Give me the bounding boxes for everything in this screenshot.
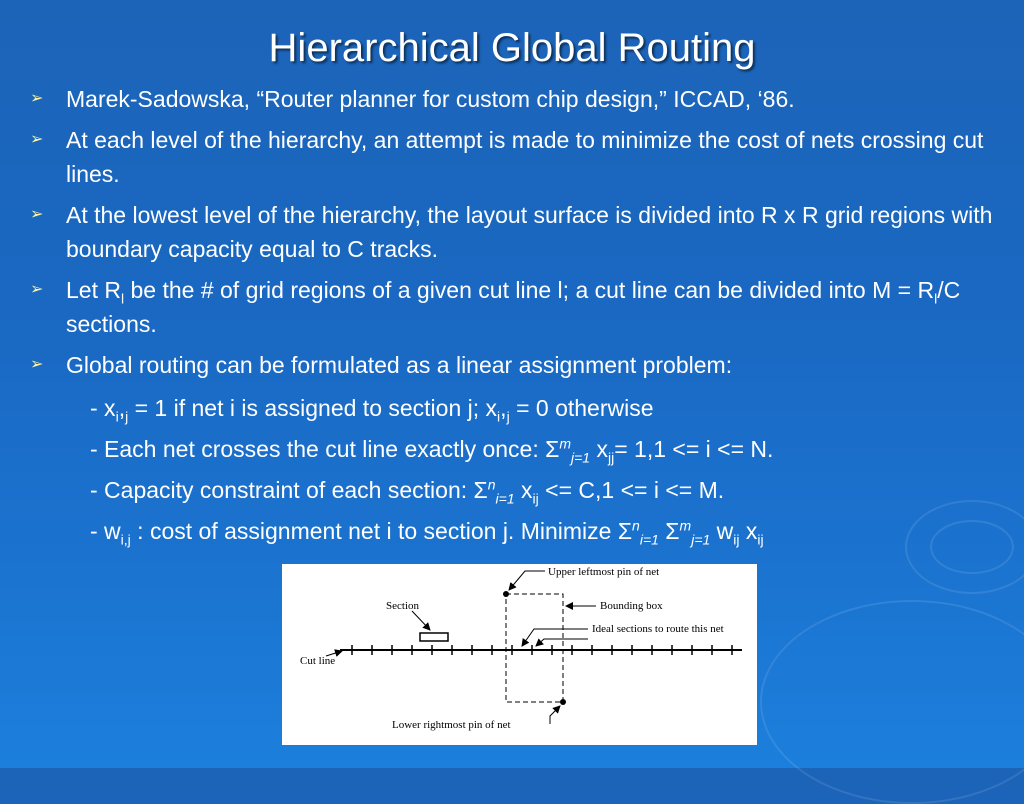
water-ripple-decoration xyxy=(905,500,1024,594)
upper-pin-leader xyxy=(509,571,545,590)
bullet-text: Let $R_l$ be the # of grid regions of a given cut line l; a cut line can be divided into $M = R_l/C$ sections. xyxy=(66,277,961,337)
bullet-text: At each level of the hierarchy, an attempt is made to minimize the cost of nets crossing cut lines. xyxy=(66,127,984,187)
water-ripple-decoration xyxy=(760,600,1024,804)
lower-pin-label: Lower rightmost pin of net xyxy=(392,719,511,731)
arrow-bullet-icon: ➢ xyxy=(30,356,44,373)
section-label: Section xyxy=(386,600,419,612)
bullet-item xyxy=(30,348,1000,382)
arrow-bullet-icon: ➢ xyxy=(30,90,44,107)
bounding-box-label: Bounding box xyxy=(600,600,663,612)
bullet-text: At the lowest level of the hierarchy, the layout surface is divided into R x R grid regions with boundary capacity equal to C tracks. xyxy=(66,202,993,262)
bullet-item xyxy=(30,273,1000,341)
arrow-bullet-icon: ➢ xyxy=(30,206,44,223)
slide-title: Hierarchical Global Routing xyxy=(268,26,756,70)
section-leader xyxy=(412,611,430,630)
net-crossing-constraint-line: - Each net crosses the cut line exactly once: $\Sigma^m_{j=1}$ $x_{jj}= 1,1 <= i <= N$. xyxy=(90,435,774,466)
upper-pin-label: Upper leftmost pin of net xyxy=(548,566,660,578)
routing-diagram xyxy=(282,564,757,745)
lower-rightmost-pin xyxy=(560,699,566,705)
ideal-sections-label: Ideal sections to route this net xyxy=(592,623,724,635)
lower-pin-leader xyxy=(550,706,560,724)
arrow-bullet-icon: ➢ xyxy=(30,131,44,148)
cut-line-label: Cut line xyxy=(300,655,336,667)
routing-diagram-svg xyxy=(282,564,757,745)
bullet-text: Global routing can be formulated as a linear assignment problem: xyxy=(66,352,733,378)
arrow-bullet-icon: ➢ xyxy=(30,281,44,298)
bullet-item xyxy=(30,198,1000,266)
section-box xyxy=(420,633,448,641)
ideal-sections-leader-1 xyxy=(522,629,588,646)
cost-objective-line: - $w_{i,j}$ : cost of assignment net i to section j. Minimize $\Sigma^n_{i=1}$ $\Sigma^m_{j=1}$ $w_{ij}$ $x_{ij}$ xyxy=(90,517,764,548)
bullet-text: Marek-Sadowska, “Router planner for custom chip design,” ICCAD, ‘86. xyxy=(66,86,795,112)
upper-leftmost-pin xyxy=(503,591,509,597)
bullet-list xyxy=(30,82,1000,389)
capacity-constraint-line: - Capacity constraint of each section: $\Sigma^n_{i=1}$ $x_{ij} <= C,1 <= i <= M$. xyxy=(90,476,725,507)
bullet-item xyxy=(30,82,1000,116)
assignment-variable-line: - $x_i,_j = 1$ if net i is assigned to section j; $x_i,_j = 0$ otherwise xyxy=(90,395,654,425)
bounding-box xyxy=(506,594,563,702)
bullet-item xyxy=(30,123,1000,191)
ideal-sections-leader-2 xyxy=(536,639,588,646)
